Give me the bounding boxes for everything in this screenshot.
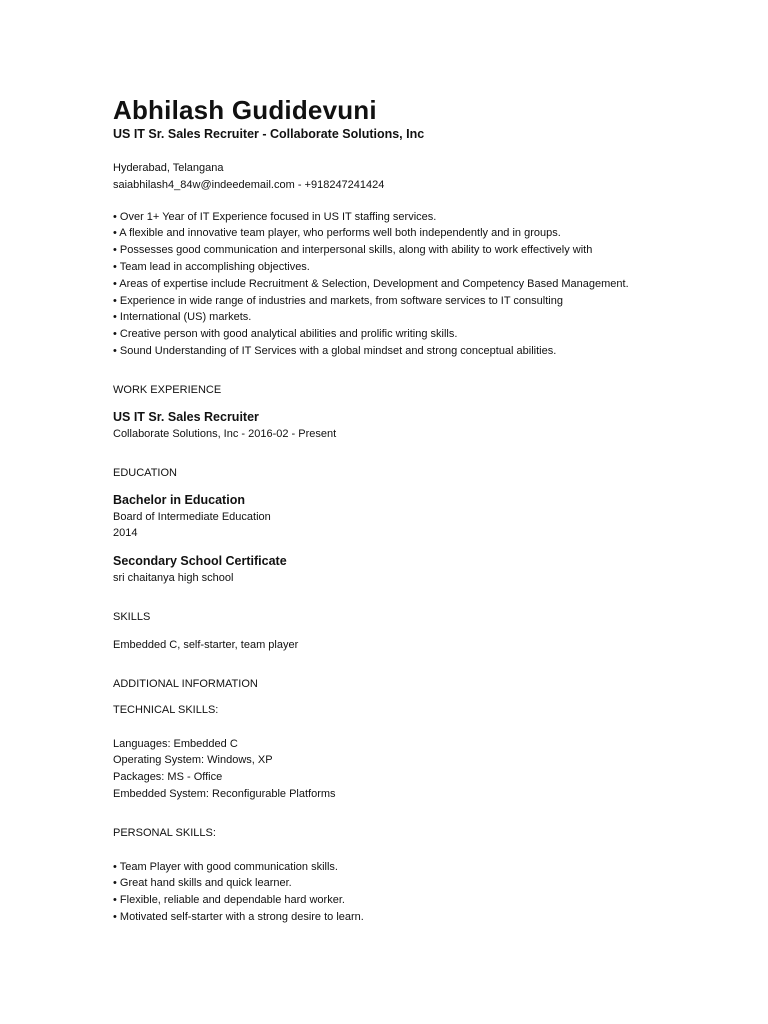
technical-skill-item: Embedded System: Reconfigurable Platforms (113, 787, 336, 800)
skills-heading: SKILLS (113, 610, 151, 623)
personal-skills-heading: PERSONAL SKILLS: (113, 826, 216, 839)
personal-skill-item: • Team Player with good communication skills. (113, 860, 338, 873)
skills-section (113, 609, 733, 654)
additional-information-heading: ADDITIONAL INFORMATION (113, 677, 258, 690)
summary-item: • Experience in wide range of industries and markets, from software services to IT consulting (113, 294, 563, 307)
education-degree: Bachelor in Education (113, 492, 245, 507)
work-experience-heading: WORK EXPERIENCE (113, 383, 222, 396)
summary-item: • International (US) markets. (113, 311, 252, 324)
personal-skill-item: • Great hand skills and quick learner. (113, 877, 292, 890)
education-section (113, 465, 733, 587)
skills-text: Embedded C, self-starter, team player (113, 638, 299, 651)
resume-page (113, 94, 733, 926)
contact-block (113, 160, 733, 194)
job-title: US IT Sr. Sales Recruiter (113, 409, 259, 424)
personal-skills-list (113, 859, 733, 926)
personal-skill-item: • Motivated self-starter with a strong desire to learn. (113, 910, 364, 923)
summary-item: • Over 1+ Year of IT Experience focused in US IT staffing services. (113, 210, 437, 223)
education-degree: Secondary School Certificate (113, 554, 287, 569)
summary-item: • Team lead in accomplishing objectives. (113, 260, 310, 273)
summary-list (113, 209, 733, 360)
technical-skills-list (113, 736, 733, 803)
additional-information-section (113, 676, 733, 926)
education-item (113, 491, 733, 543)
summary-item: • Creative person with good analytical abilities and prolific writing skills. (113, 328, 458, 341)
technical-skill-item: Languages: Embedded C (113, 737, 238, 750)
candidate-headline: US IT Sr. Sales Recruiter - Collaborate Solutions, Inc (113, 127, 425, 141)
technical-skills-heading: TECHNICAL SKILLS: (113, 703, 219, 716)
summary-item: • Sound Understanding of IT Services with a global mindset and strong conceptual abilities. (113, 344, 557, 357)
summary-item: • Areas of expertise include Recruitment & Selection, Development and Competency Based Management. (113, 277, 629, 290)
education-year: 2014 (113, 527, 138, 540)
work-experience-section (113, 382, 733, 443)
job-detail: Collaborate Solutions, Inc - 2016-02 - Present (113, 427, 337, 440)
education-heading: EDUCATION (113, 466, 177, 479)
education-school: Board of Intermediate Education (113, 510, 271, 523)
personal-skill-item: • Flexible, reliable and dependable hard worker. (113, 894, 345, 907)
technical-skill-item: Operating System: Windows, XP (113, 754, 273, 767)
education-school: sri chaitanya high school (113, 572, 234, 585)
summary-item: • Possesses good communication and interpersonal skills, along with ability to work effectively with (113, 244, 593, 257)
location-text: Hyderabad, Telangana (113, 162, 224, 174)
summary-item: • A flexible and innovative team player, who performs well both independently and in groups. (113, 227, 561, 240)
technical-skill-item: Packages: MS - Office (113, 771, 223, 784)
education-item (113, 552, 733, 587)
contact-text: saiabhilash4_84w@indeedemail.com - +918247241424 (113, 178, 385, 191)
candidate-name: Abhilash Gudidevuni (113, 95, 377, 125)
